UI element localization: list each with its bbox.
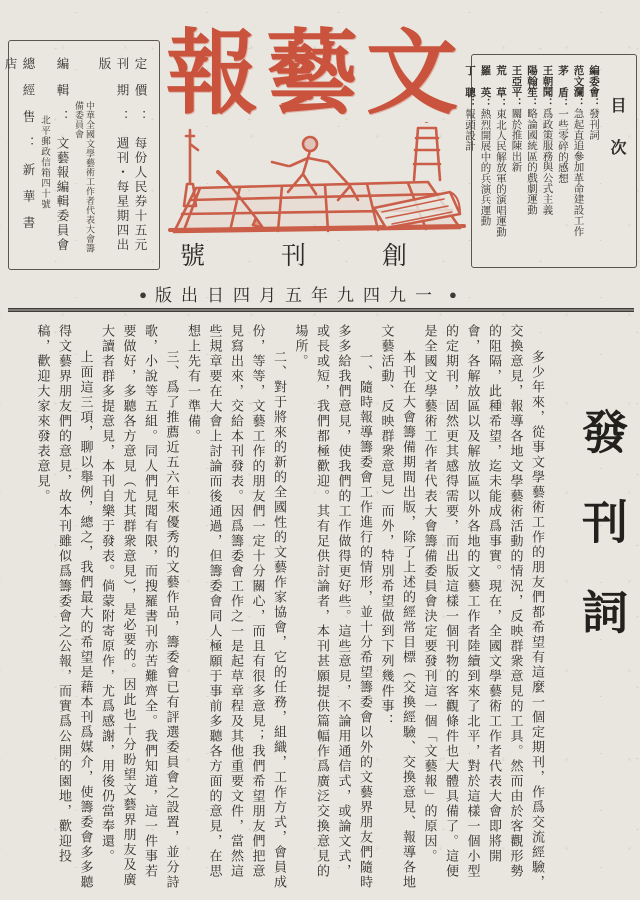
toc-entry [524,65,540,259]
article-paragraph: 本刊在大會籌備期間出版，除了上述的經常目標（交換經驗、交換意見、報導各地文藝活動、反映群衆意見）而外，特別希望做到下列幾件事： [379,324,416,890]
toc-entry-author: 荒 草： [495,65,506,109]
schedule-column [95,57,131,255]
toc-entry [570,65,586,259]
toc-entry-title: 急起直追參加革命建設工作 [572,107,584,237]
publish-date: 版出日四月五年九四九一 [155,286,441,305]
masthead-illustration [160,122,472,238]
article-paragraph: 一、隨時報導籌委會工作進行的情形，並十分希望籌委會以外的文藝界朋友們隨時多多給我們意見，使我們的工作做得更好些。這些意見，不論用通信式，或論文式，或長或短，我們都極歡迎。其有足供討論者，本刊甚願提供篇幅作爲廣泛交換意見的場所。 [293,324,373,890]
editor-label: 編輯： [55,57,69,137]
toc-box [464,54,637,268]
seller-column [1,57,37,255]
dateline-right-bullet-icon: ● [449,287,457,302]
editor-organization: 中華全國文學藝術工作者代表大會籌備委員會 [74,101,95,253]
editor-value: 文藝報編輯委員會 [55,136,69,253]
masthead-title: 報藝文 [165,23,466,125]
toc-entry-title: 東北人民解放軍的演唱運動 [495,108,506,237]
toc-entry-author: 王朝聞： [541,65,553,108]
seller-value: 新華書店 [3,57,35,243]
toc-entry-author: 羅 英： [479,65,491,109]
toc-entry [555,65,571,259]
article-title: 發刊詞 [576,408,627,678]
price-column [131,57,149,255]
seller-label: 總經售： [21,57,35,163]
schedule-label: 刊期： [115,57,129,137]
toc-entry-author: 范文瀾： [572,65,584,108]
toc-entry-author: 丁 聰： [464,65,475,109]
dateline-left-bullet-icon: ● [139,287,147,302]
toc-entry-title: 一些零碎的感想 [557,108,568,184]
toc-entry [586,65,602,259]
toc-entry [493,65,509,259]
schedule-value: 週刊・每星期四出版 [97,57,129,253]
toc-entry-author: 編委會： [588,65,599,108]
dateline [118,281,478,306]
toc-entry-title: 爲政策服務與公式主義 [541,107,553,215]
price-label: 定價： [133,57,147,137]
publisher-info-box [3,40,160,270]
toc-entries [462,65,602,259]
toc-entry-author: 茅 盾： [557,65,568,109]
issue-label: 號刊創 [180,243,484,270]
toc-entry [477,65,493,259]
toc-entry [462,65,478,259]
article-paragraph: 上面這三項，聊以舉例，總之，我們最大的希望是藉本刊爲媒介，使籌委會多多聽得文藝界朋友們的意見，故本刊雖似爲籌委會之公報，而實爲公開的園地，歡迎投稿，歡迎大家來發表意見。 [35,324,94,890]
toc-entry-author: 王亞平： [510,65,522,108]
toc-entry-title: 發刊詞 [588,107,599,140]
editorial-article [12,324,634,890]
toc-entry-title: 略論國統區的戲劇運動 [526,107,537,215]
toc-entry [508,65,524,259]
article-paragraph: 多少年來，從事文學藝術工作的朋友們都希望有這麼一個定期刊，作爲交流經驗，交換意見，報導各地文學藝術活動的情況，反映群衆意見的工具。然而由於客觀形勢的阻隔，此種希望，迄未能成爲事實。現在，全國文學藝術工作者代表大會即將開會，各解放區以及解放區以外各地的文藝工作者陸續到來了北平，對於這樣一個小型的定期刊，固然更其感得需要，而出版這樣一個刊物的客觀條件也大體具備了。這便是全國文學藝術工作者代表大會籌備委員會決定要發刊這一個「文藝報」的原因。 [422,324,545,890]
toc-entry-title: 報頭設計 [464,108,475,152]
toc-entry-title: 關於推陳出新 [510,107,522,173]
article-body [12,324,548,890]
editor-column [53,57,71,255]
price-value: 每份人民券十五元 [133,136,147,253]
toc-entry [539,65,555,259]
editor-address: 北平郵政信箱四十號 [39,115,49,210]
article-paragraph: 三、爲了推薦近五六年來優秀的文藝作品，籌委會已有評選委員會之設置，並分詩歌，小說等五組。同人們見聞有限，而搜羅書刊亦苦難齊全。我們知道，這一件事若要做好，多聽各方意見（尤其群衆意見），是必要的。因此也十分盼望文藝界朋友及廣大讀者群多提意見，本刊自樂于發表。倘蒙附寄原作，尤爲感謝，用後仍當奉還。 [100,324,180,890]
toc-entry-author: 陽翰笙： [526,65,537,108]
article-paragraph: 二、對于將來的新的全國性的文藝作家協會，它的任務，組織，工作方式，會員成份，等等，文藝工作的朋友們一定十分關心，而且有很多意見；我們希望朋友們把意見寫出來，交給本刊發表。因爲籌委會工作之一是起草章程及其他重要文件，當然這些規章要在大會上討論而後通過，但籌委會同人極願于事前多聽各方面的意見，在思想上先有一準備。 [186,324,287,890]
header-divider [8,308,634,312]
masthead [160,23,472,238]
editor-column-group [37,57,95,255]
toc-entry-title: 熱烈開展中的兵演兵運動 [479,108,491,227]
toc-title: 目次 [608,97,625,181]
